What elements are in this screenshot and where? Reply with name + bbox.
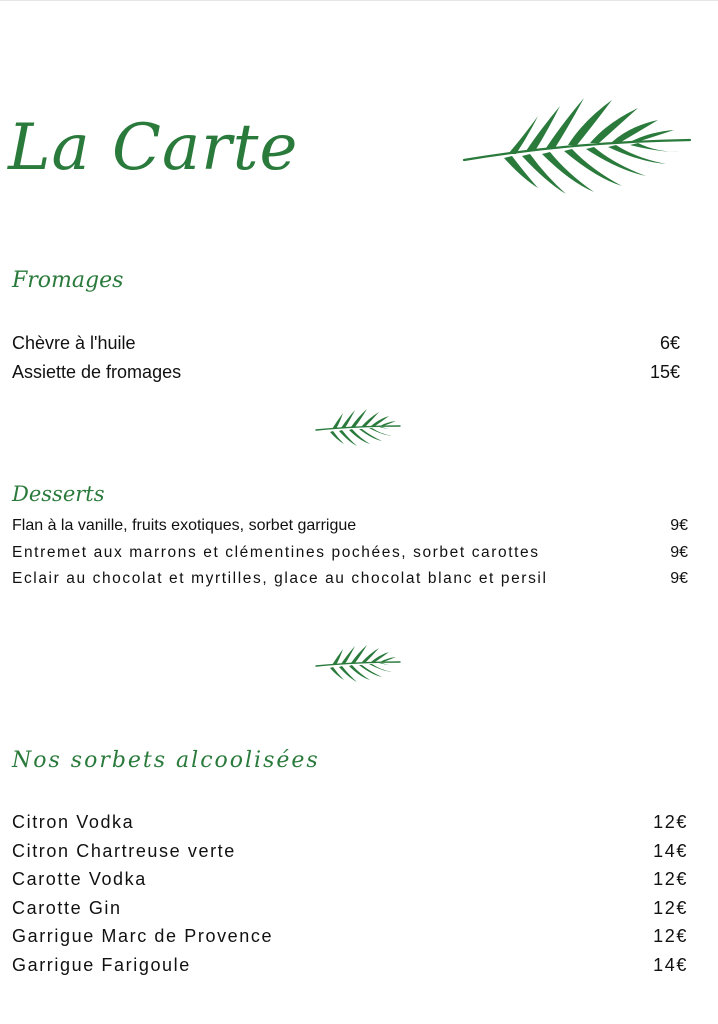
item-price: 12€ xyxy=(653,812,688,832)
menu-item xyxy=(12,952,688,981)
palm-leaf-icon xyxy=(314,642,402,684)
item-name: Citron Vodka xyxy=(12,812,135,832)
section-heading-sorbets: Nos sorbets alcoolisées xyxy=(12,748,320,773)
item-name: Flan à la vanille, fruits exotiques, sorbet garrigue xyxy=(12,517,357,534)
item-name: Citron Chartreuse verte xyxy=(12,840,236,861)
menu-item xyxy=(12,838,688,867)
section-heading-fromages: Fromages xyxy=(12,268,124,293)
item-price: 12€ xyxy=(653,869,688,889)
desserts-list xyxy=(12,515,688,595)
item-name: Garrigue Farigoule xyxy=(12,954,191,975)
item-name: Carotte Gin xyxy=(12,897,122,918)
menu-item xyxy=(12,809,688,838)
menu-item xyxy=(12,542,688,569)
menu-item xyxy=(12,515,688,542)
item-name: Garrigue Marc de Provence xyxy=(12,926,274,946)
menu-item xyxy=(12,923,688,952)
palm-leaf-icon xyxy=(462,94,694,198)
item-price: 14€ xyxy=(653,840,688,861)
menu-item xyxy=(12,330,688,359)
item-price: 6€ xyxy=(659,333,680,353)
top-divider xyxy=(0,0,718,1)
menu-item xyxy=(12,568,688,595)
item-price: 15€ xyxy=(649,362,680,382)
item-name: Carotte Vodka xyxy=(12,869,147,889)
item-name: Assiette de fromages xyxy=(12,362,182,382)
item-price: 9€ xyxy=(670,517,688,534)
item-price: 12€ xyxy=(653,897,688,918)
fromages-list xyxy=(12,330,688,388)
item-name: Chèvre à l'huile xyxy=(12,333,136,353)
menu-item xyxy=(12,866,688,895)
item-price: 14€ xyxy=(653,954,688,975)
menu-title: La Carte xyxy=(8,111,299,185)
item-name: Entremet aux marrons et clémentines pochées, sorbet carottes xyxy=(12,543,540,561)
item-price: 12€ xyxy=(653,926,688,946)
sorbets-list xyxy=(12,809,688,980)
item-name: Eclair au chocolat et myrtilles, glace au chocolat blanc et persil xyxy=(12,570,548,587)
menu-item xyxy=(12,895,688,924)
item-price: 9€ xyxy=(670,543,688,561)
palm-leaf-icon xyxy=(314,406,402,448)
item-price: 9€ xyxy=(670,570,688,587)
section-heading-desserts: Desserts xyxy=(12,482,105,506)
menu-item xyxy=(12,359,688,388)
